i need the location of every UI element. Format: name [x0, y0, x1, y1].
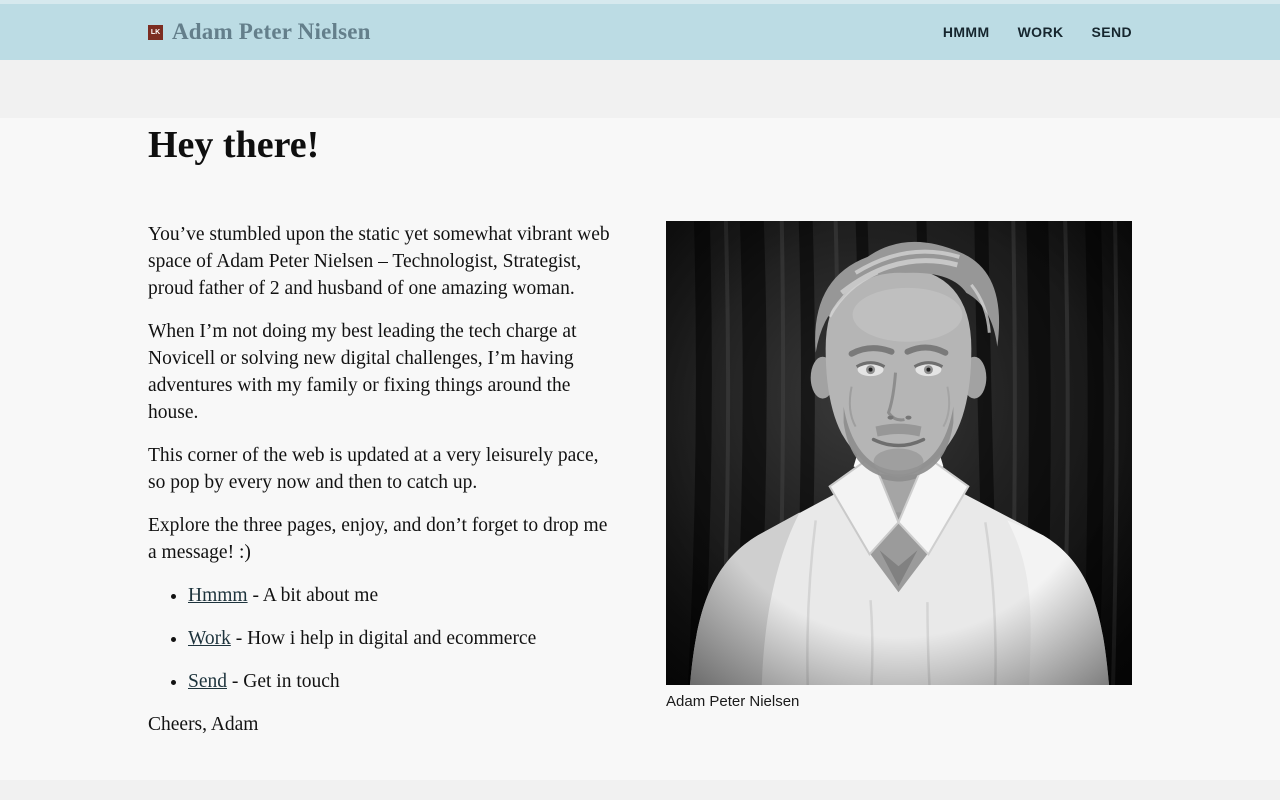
page-title: Hey there!: [148, 124, 320, 166]
page-links-list: [148, 582, 614, 695]
site-header: [0, 4, 1280, 60]
list-item-hmmm: [188, 582, 614, 609]
main-content: [0, 118, 1280, 780]
intro-paragraph-2: When I’m not doing my best leading the tech charge at Novicell or solving new digital challenges, I’m having adventures with my family or fixing things around the house.: [148, 320, 577, 423]
list-item-work: [188, 625, 614, 652]
intro-paragraph-1: You’ve stumbled upon the static yet somewhat vibrant web space of Adam Peter Nielsen – Technologist, Strategist, proud father of 2 and husband of one amazing woman.: [148, 223, 610, 299]
link-work[interactable]: Work: [188, 627, 231, 649]
main-nav: [943, 24, 1132, 40]
site-title: Adam Peter Nielsen: [172, 19, 371, 44]
nav-link-hmmm[interactable]: HMMM: [942, 24, 990, 40]
portrait-illustration: [666, 221, 1132, 685]
closing-text: Cheers, Adam: [148, 713, 259, 735]
list-item-send-text: - Get in touch: [227, 670, 340, 692]
site-brand[interactable]: [148, 19, 371, 45]
intro-paragraph-3: This corner of the web is updated at a very leisurely pace, so pop by every now and then to catch up.: [148, 444, 599, 493]
link-send[interactable]: Send: [188, 670, 227, 692]
list-item-work-text: - How i help in digital and ecommerce: [230, 627, 537, 649]
intro-paragraph-4: Explore the three pages, enjoy, and don’t forget to drop me a message! :): [148, 514, 608, 563]
link-hmmm[interactable]: Hmmm: [188, 584, 248, 606]
portrait-caption: Adam Peter Nielsen: [666, 692, 800, 710]
portrait-photo: [666, 221, 1132, 685]
intro-text: [148, 221, 614, 754]
site-logo-icon: LK: [148, 25, 163, 40]
portrait-figure: [666, 221, 1132, 710]
nav-link-send[interactable]: SEND: [1091, 24, 1132, 40]
list-item-send: [188, 668, 614, 695]
list-item-hmmm-text: - A bit about me: [247, 584, 379, 606]
nav-link-work[interactable]: WORK: [1017, 24, 1064, 40]
